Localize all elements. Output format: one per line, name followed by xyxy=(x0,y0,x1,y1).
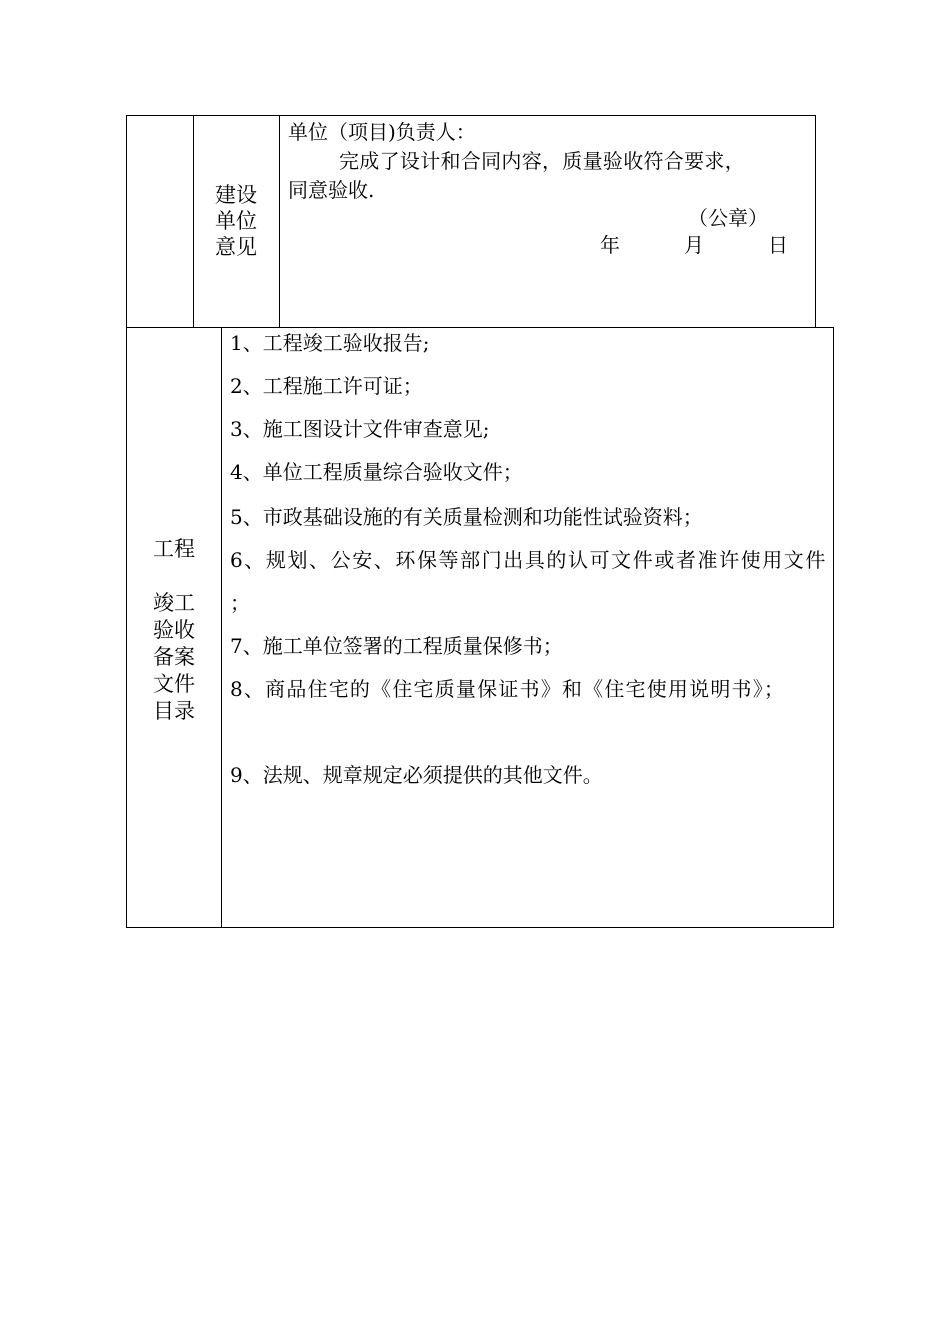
opinion-line-2: 同意验收. xyxy=(288,178,375,202)
list-item: 3、施工图设计文件审查意见; xyxy=(230,417,490,441)
label-line: 验收 xyxy=(153,618,195,642)
label-line: 建设 xyxy=(215,183,257,207)
filing-catalog-label-first: 工程 xyxy=(153,537,195,561)
list-item: 1、工程竣工验收报告; xyxy=(230,331,430,355)
label-line: 备案 xyxy=(153,645,195,669)
bottom-bottom-border xyxy=(126,927,834,928)
construction-unit-opinion-label xyxy=(200,182,272,260)
top-col-divider-1 xyxy=(193,115,194,328)
top-border xyxy=(126,115,816,116)
responsible-person: 单位（项目)负责人： xyxy=(288,120,476,144)
top-right-border xyxy=(815,115,816,328)
list-item: 6、规划、公安、环保等部门出具的认可文件或者准许使用文件 ； xyxy=(230,548,826,615)
opinion-line-1: 完成了设计和合同内容，质量验收符合要求， xyxy=(339,149,745,173)
list-item: 8、商品住宅的《住宅质量保证书》和《住宅使用说明书》； xyxy=(230,677,786,701)
bottom-col-divider xyxy=(221,327,222,928)
date-day: 日 xyxy=(768,233,788,257)
label-line: 目录 xyxy=(153,699,195,723)
official-seal: （公章） xyxy=(688,206,768,230)
list-item: 7、施工单位签署的工程质量保修书； xyxy=(230,634,563,658)
list-item: 2、工程施工许可证； xyxy=(230,374,423,398)
label-line: 竣工 xyxy=(153,591,195,615)
top-col-divider-2 xyxy=(279,115,280,328)
list-item: 9、法规、规章规定必须提供的其他文件。 xyxy=(230,763,603,787)
label-line: 文件 xyxy=(153,672,195,696)
date-year: 年 xyxy=(600,233,620,257)
filing-catalog-label xyxy=(136,590,212,725)
label-line: 单位 xyxy=(215,209,257,233)
bottom-right-border xyxy=(833,327,834,928)
list-item: 4、单位工程质量综合验收文件； xyxy=(230,460,523,484)
date-month: 月 xyxy=(684,233,704,257)
bottom-left-border xyxy=(126,327,127,928)
label-line: 意见 xyxy=(215,235,257,259)
list-item: 5、市政基础设施的有关质量检测和功能性试验资料； xyxy=(230,505,703,529)
top-left-border xyxy=(126,115,127,328)
